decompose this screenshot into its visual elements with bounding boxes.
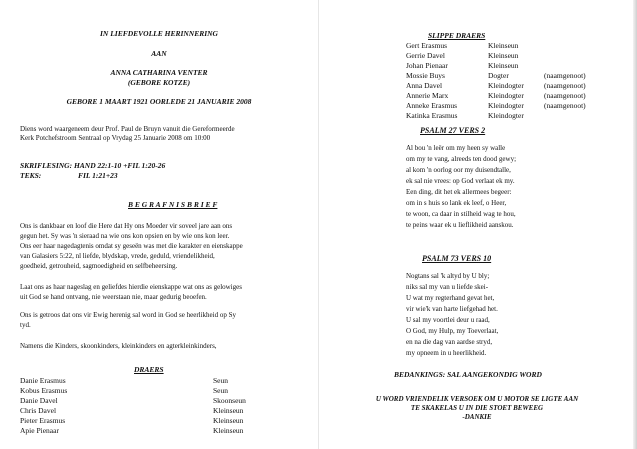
pall-bearer-name: Gerrie Davel — [406, 51, 445, 60]
psalm-27-heading: PSALM 27 VERS 2 — [420, 126, 486, 135]
pall-bearer-name: Mossie Buys — [406, 71, 445, 80]
pall-bearer-note: (naamgenoot) — [544, 101, 586, 110]
verse-line: te peins waar ek u lieflikheid aanskou. — [406, 221, 514, 229]
family-signoff: Namens die Kinders, skoonkinders, kleinkinders en agterkleinkinders, — [20, 342, 217, 350]
pall-bearer-relation: Dogter — [488, 71, 509, 80]
paragraph-line: gegun het. Sy was 'n sieraad na wie ons kon opsien en by wie ons kon leer. — [20, 232, 230, 240]
closing-line-2: TE SKAKELAS U IN DIE STOET BEWEEG — [410, 404, 544, 412]
pall-bearer-name: Katinka Erasmus — [406, 111, 458, 120]
verse-line: te woon, ca daar in stilheid wag te hou, — [406, 210, 516, 218]
pall-bearer-name: Annerie Marx — [406, 91, 449, 100]
verse-line: my opneem in u heerlikheid. — [406, 349, 487, 357]
text-label: TEKS: — [20, 171, 42, 180]
closing-line-3: -DANKIE — [462, 413, 492, 421]
deceased-name: ANNA CATHARINA VENTER — [110, 68, 208, 77]
paragraph-line: Ons eer haar nagedagtenis omdat sy geseën was met die karakter en eienskappe — [20, 242, 243, 250]
paragraph-line: tyd. — [20, 321, 31, 329]
verse-line: O God, my Hulp, my Toeverlaat, — [406, 327, 499, 335]
verse-line: om my te vang, alreeds ten dood gewy; — [406, 155, 517, 163]
verse-line: Nogtans sal 'k altyd by U bly; — [406, 272, 490, 280]
verse-line: U sal my voortlei deur u raad, — [406, 316, 490, 324]
maiden-name: (GEBORE KOTZE) — [127, 78, 191, 87]
bearer-name: Kobus Erasmus — [20, 386, 68, 395]
scripture-reading: SKRIFLESING: HAND 22:1-10 +FIL 1:20-26 — [20, 161, 166, 170]
text-value: FIL 1:21+23 — [78, 171, 118, 180]
pall-bearer-relation: Kleinseun — [488, 61, 519, 70]
pall-bearer-relation: Kleindogter — [488, 101, 524, 110]
bearer-name: Danie Davel — [20, 396, 58, 405]
pall-bearer-relation: Kleindogter — [488, 91, 524, 100]
bearer-relation: Seun — [213, 386, 228, 395]
verse-line: niks sal my van u liefde skei- — [406, 283, 489, 291]
pall-bearer-relation: Kleinseun — [488, 41, 519, 50]
bearer-relation: Kleinseun — [213, 406, 244, 415]
obituary-heading: B E G R A F N I S B R I E F — [128, 200, 218, 209]
pall-bearers-heading: SLIPPE DRAERS — [428, 31, 486, 40]
aan-label: AAN — [151, 49, 167, 58]
paragraph-line: Laat ons as haar nageslag en geliefdes hierdie eienskappe wat ons as gelowiges — [20, 283, 242, 291]
bearer-name: Pieter Erasmus — [20, 416, 66, 425]
pall-bearer-note: (naamgenoot) — [544, 71, 586, 80]
pall-bearer-name: Johan Pienaar — [406, 61, 448, 70]
acknowledgements-line: BEDANKINGS: SAL AANGEKONDIG WORD — [394, 370, 542, 379]
psalm-73-heading: PSALM 73 VERS 10 — [422, 254, 492, 263]
bearer-relation: Seun — [213, 376, 228, 385]
pall-bearer-relation: Kleinseun — [488, 51, 519, 60]
bearer-name: Chris Davel — [20, 406, 57, 415]
pall-bearer-note: (naamgenoot) — [544, 81, 586, 90]
pall-bearer-name: Anneke Erasmus — [406, 101, 458, 110]
verse-line: ek sal nie vrees: op God verlaat ek my. — [406, 177, 515, 185]
bearer-name: Apie Pienaar — [20, 426, 59, 435]
paragraph-line: goedheid, getrouheid, sagmoedigheid en selfbeheersing. — [20, 262, 178, 270]
left-page — [0, 0, 318, 449]
birth-death-dates: GEBORE 1 MAART 1921 OORLEDE 21 JANUARIE 2008 — [66, 97, 252, 106]
closing-line-1: U WORD VRIENDELIK VERSOEK OM U MOTOR SE LIGTE AAN — [375, 395, 579, 403]
bearer-relation: Kleinseun — [213, 416, 244, 425]
pall-bearer-relation: Kleindogter — [488, 111, 524, 120]
verse-line: U wat my regterhand gevat het, — [406, 294, 495, 302]
bearer-relation: Skoonseun — [213, 396, 246, 405]
bearers-heading: DRAERS — [134, 365, 164, 374]
bearer-name: Danie Erasmus — [20, 376, 66, 385]
service-line-1: Diens word waargeneem deur Prof. Paul de Bruyn vanuit die Gereformeerde — [20, 125, 235, 133]
verse-line: vir wie'k van harte liefgehad het. — [406, 305, 498, 313]
verse-line: Al bou 'n leër om my heen sy walle — [406, 144, 506, 152]
pall-bearer-note: (naamgenoot) — [544, 91, 586, 100]
pall-bearer-name: Gert Erasmus — [406, 41, 448, 50]
verse-line: om in s huis so lank ek leef, o Heer, — [406, 199, 507, 207]
verse-line: Een ding, dit het ek allermees begeer: — [406, 188, 512, 196]
verse-line: al kom 'n oorlog oor my duisendtalle, — [406, 166, 511, 174]
right-page — [318, 0, 637, 449]
paragraph-line: Ons is dankbaar en loof die Here dat Hy ons Moeder vir soveel jare aan ons — [20, 222, 233, 230]
memorial-heading: IN LIEFDEVOLLE HERINNERING — [100, 29, 218, 38]
paragraph-line: van Galasiers 5:22, nl liefde, blydskap, vrede, geduld, vriendelikheid, — [20, 252, 215, 260]
service-line-2: Kerk Potchefstroom Sentraal op Vrydag 25 Januarie 2008 om 10:00 — [20, 134, 211, 142]
paragraph-line: uit God se hand ontvang, nie weerstaan nie, maar gedurig beoefen. — [20, 293, 207, 301]
verse-line: en na die dag van aardse stryd, — [406, 338, 493, 346]
pall-bearer-relation: Kleindogter — [488, 81, 524, 90]
paragraph-line: Ons is getroos dat ons vir Ewig herenig sal word in God se heerlikheid op Sy — [20, 311, 236, 319]
bearer-relation: Kleinseun — [213, 426, 244, 435]
pall-bearer-name: Anna Davel — [406, 81, 443, 90]
